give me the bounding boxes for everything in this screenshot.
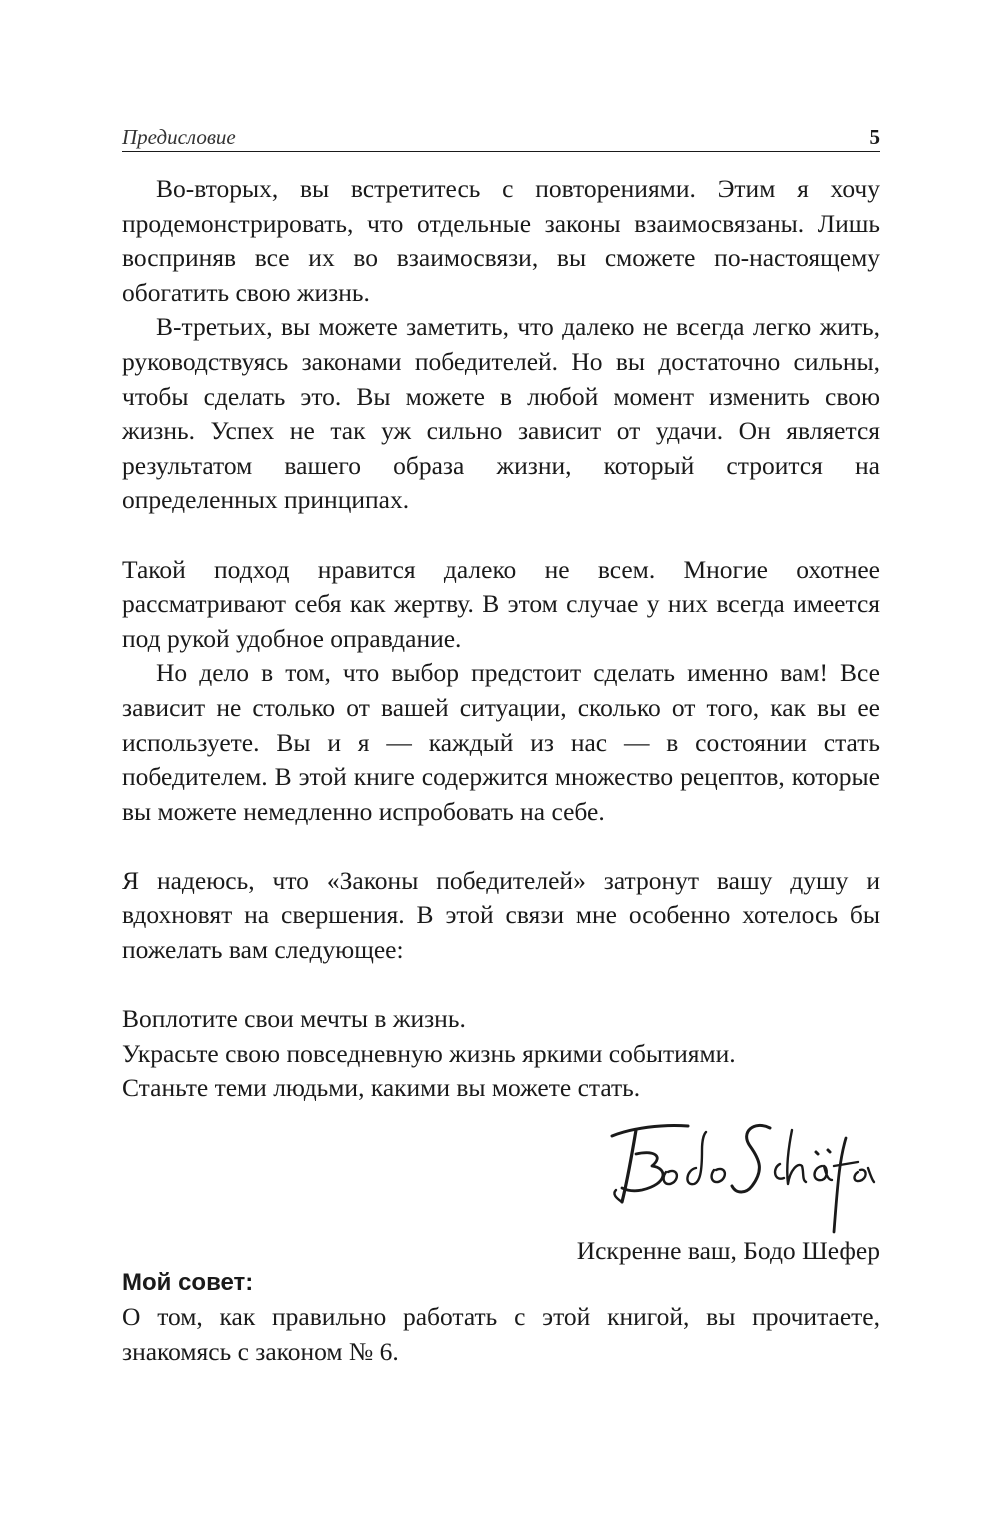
- handwritten-signature: [602, 1110, 880, 1236]
- wish-line: Воплотите свои мечты в жизнь.: [122, 1004, 466, 1034]
- paragraph: В-третьих, вы можете заметить, что далеко не всегда легко жить, руководствуясь законами победителей. Но вы достаточно сильны, чтобы сделать это. Вы можете в любой момент изменить свою жизнь. Успех не так уж сильно зависит от удачи. Он является результатом вашего образа жизни, который строится на определенных принципах.: [122, 312, 880, 515]
- tip-title: Мой совет:: [122, 1269, 254, 1297]
- tip-text: О том, как правильно работать с этой книгой, вы прочитаете, знакомясь с законом № 6.: [122, 1302, 880, 1366]
- wish-line: Станьте теми людьми, какими вы можете стать.: [122, 1073, 641, 1103]
- paragraph: Но дело в том, что выбор предстоит сделать именно вам! Все зависит не столько от вашей ситуации, сколько от того, как вы ее используете. Вы и я — каждый из нас — в состоянии стать победителем. В этой книге содержится множество рецептов, которые вы можете немедленно испробовать на себе.: [122, 658, 880, 826]
- wishes-list: [122, 1002, 880, 1106]
- paragraph: Я надеюсь, что «Законы победителей» затронут вашу душу и вдохновят на свершения. В этой связи мне особенно хотелось бы пожелать вам следующее:: [122, 865, 880, 965]
- page-number: 5: [869, 125, 880, 149]
- wish-line: Украсьте свою повседневную жизнь яркими событиями.: [122, 1038, 736, 1068]
- paragraph: Во-вторых, вы встретитесь с повторениями. Этим я хочу продемонстрировать, что отдельные законы взаимосвязаны. Лишь восприняв все их во взаимосвязи, вы сможете по-настоящему обогатить свою жизнь.: [122, 174, 880, 307]
- running-head: [122, 120, 880, 152]
- signature-block: [122, 1110, 880, 1266]
- book-page: [122, 120, 880, 1369]
- body-text: [122, 172, 880, 1106]
- closing-line: Искренне ваш, Бодо Шефер: [576, 1236, 880, 1266]
- running-title: Предисловие: [122, 125, 236, 149]
- paragraph: Такой подход нравится далеко не всем. Многие охотнее рассматривают себя как жертву. В этом случае у них всегда имеется под рукой удобное оправдание.: [122, 554, 880, 653]
